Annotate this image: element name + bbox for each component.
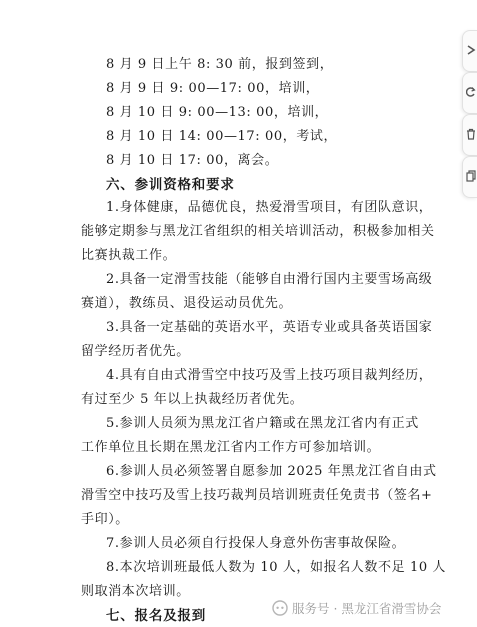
delete-icon xyxy=(466,128,476,140)
schedule-line: 8 月 10 日 9: 00—13: 00，培训， xyxy=(106,105,329,120)
paragraph-line: 6.参训人员必须签署自愿参加 2025 年黑龙江省自由式 xyxy=(106,464,437,479)
collapse-button[interactable] xyxy=(462,30,477,72)
paragraph-line: 3.具备一定基础的英语水平，英语专业或具备英语国家 xyxy=(106,320,433,335)
paragraph-line: 比赛执裁工作。 xyxy=(81,248,177,263)
paragraph-line: 留学经历者优先。 xyxy=(81,344,190,359)
refresh-button[interactable] xyxy=(462,72,477,114)
section-heading: 七、报名及报到 xyxy=(106,608,207,624)
paragraph-line: 手印）。 xyxy=(81,512,129,527)
paragraph-line: 则取消本次培训。 xyxy=(81,584,190,599)
schedule-line: 8 月 10 日 17: 00，离会。 xyxy=(106,153,279,168)
watermark-text: 服务号 · 黑龙江省滑雪协会 xyxy=(292,601,442,616)
schedule-line: 8 月 9 日上午 8: 30 前，报到签到， xyxy=(106,57,334,72)
paragraph-line: 2.具备一定滑雪技能（能够自由滑行国内主要雪场高级 xyxy=(106,272,433,287)
section-heading: 六、参训资格和要求 xyxy=(106,177,235,193)
delete-button[interactable] xyxy=(462,114,477,156)
refresh-icon xyxy=(466,86,476,98)
paragraph-line: 1.身体健康，品德优良，热爱滑雪项目，有团队意识， xyxy=(106,200,433,215)
copy-button[interactable] xyxy=(462,156,477,198)
paragraph-line: 7.参训人员必须自行投保人身意外伤害事故保险。 xyxy=(106,536,406,551)
copy-icon xyxy=(466,170,476,182)
paragraph-line: 有过至少 5 年以上执裁经历者优先。 xyxy=(81,392,304,407)
paragraph-line: 工作单位且长期在黑龙江省内工作方可参加培训。 xyxy=(81,440,381,455)
paragraph-line: 8.本次培训班最低人数为 10 人，如报名人数不足 10 人 xyxy=(106,560,447,575)
paragraph-line: 能够定期参与黑龙江省组织的相关培训活动，积极参加相关 xyxy=(81,224,435,239)
paragraph-line: 5.参训人员须为黑龙江省户籍或在黑龙江省内有正式 xyxy=(106,416,419,431)
wechat-channel-icon xyxy=(272,600,288,616)
paragraph-line: 4.具有自由式滑雪空中技巧及雪上技巧项目裁判经历， xyxy=(106,368,433,383)
watermark xyxy=(272,599,441,617)
paragraph-line: 赛道），教练员、退役运动员优先。 xyxy=(81,296,293,311)
schedule-line: 8 月 10 日 14: 00—17: 00，考试， xyxy=(106,129,338,144)
paragraph-line: 滑雪空中技巧及雪上技巧裁判员培训班责任免责书（签名+ xyxy=(81,488,433,503)
collapse-icon xyxy=(466,44,476,56)
schedule-line: 8 月 9 日 9: 00—17: 00，培训， xyxy=(106,81,320,96)
